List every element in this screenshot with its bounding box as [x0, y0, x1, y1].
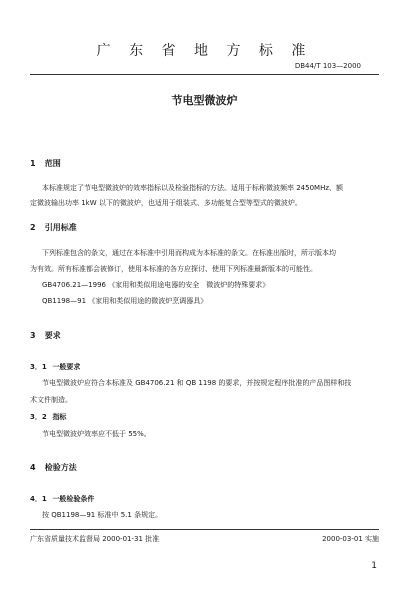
section-2-heading	[30, 222, 77, 233]
section-2-paragraph-line-1: 下列标准包含的条文，通过在本标准中引用而构成为本标准的条文。在标准出版时，所示版本均	[42, 249, 336, 257]
subsection-3-1-line-2: 术文件制造。	[30, 396, 72, 404]
section-2-paragraph-line-2: 为有效。所有标准都会被修订，使用本标准的各方应探讨、使用下列标准最新版本的可能性。	[30, 265, 317, 273]
section-title: 检验方法	[44, 463, 77, 472]
section-title: 引用标准	[44, 223, 77, 232]
subsection-title: 一般检验条件	[52, 495, 95, 503]
section-3-heading	[30, 330, 61, 341]
section-1-heading	[30, 158, 61, 169]
subsection-number: 3．1	[30, 363, 47, 371]
subsection-3-2-line-1: 节电型微波炉效率应不低于 55%。	[42, 430, 151, 438]
footer-rule	[30, 529, 379, 530]
page-number: 1	[371, 561, 377, 571]
subsection-number: 3．2	[30, 413, 47, 421]
subsection-title: 指标	[52, 413, 67, 421]
subsection-3-1-heading	[30, 362, 80, 372]
section-number: 2	[30, 223, 36, 232]
subsection-number: 4．1	[30, 495, 47, 503]
reference-qb1198: QB1198—91 《家用和类似用途的微波炉烹调器具》	[42, 297, 208, 305]
effective-date: 2000-03-01 实施	[322, 535, 379, 543]
section-number: 1	[30, 159, 36, 168]
approval-date: 广东省质量技术监督局 2000-01-31 批准	[30, 535, 160, 543]
section-4-heading	[30, 462, 77, 473]
section-title: 范围	[44, 159, 61, 168]
header-rule	[30, 74, 379, 75]
standard-number: DB44/T 103—2000	[294, 62, 361, 70]
subsection-4-1-line-1: 按 QB1198—91 标准中 5.1 条规定。	[42, 511, 163, 519]
subsection-3-2-heading	[30, 412, 66, 422]
section-title: 要求	[44, 331, 61, 340]
reference-gb4706: GB4706.21—1996 《家用和类似用途电器的安全 微波炉的特殊要求》	[42, 281, 270, 289]
section-1-paragraph-line-2: 定微波输出功率 1kW 以下的微波炉，也适用于组装式、多功能复合型等型式的微波炉。	[30, 199, 302, 207]
section-1-paragraph-line-1: 本标准规定了节电型微波炉的效率指标以及检验指标的方法。适用于标称微波频率 2450MHz、额	[42, 184, 344, 192]
subsection-title: 一般要求	[52, 363, 81, 371]
section-number: 4	[30, 463, 36, 472]
subsection-3-1-line-1: 节电型微波炉应符合本标准及 GB4706.21 和 QB 1198 的要求，并按规定程序批准的产品图样和技	[42, 379, 352, 387]
document-title: 节电型微波炉	[171, 94, 238, 107]
subsection-4-1-heading	[30, 494, 94, 504]
standard-authority: 广 东 省 地 方 标 准	[96, 43, 313, 59]
section-number: 3	[30, 331, 36, 340]
